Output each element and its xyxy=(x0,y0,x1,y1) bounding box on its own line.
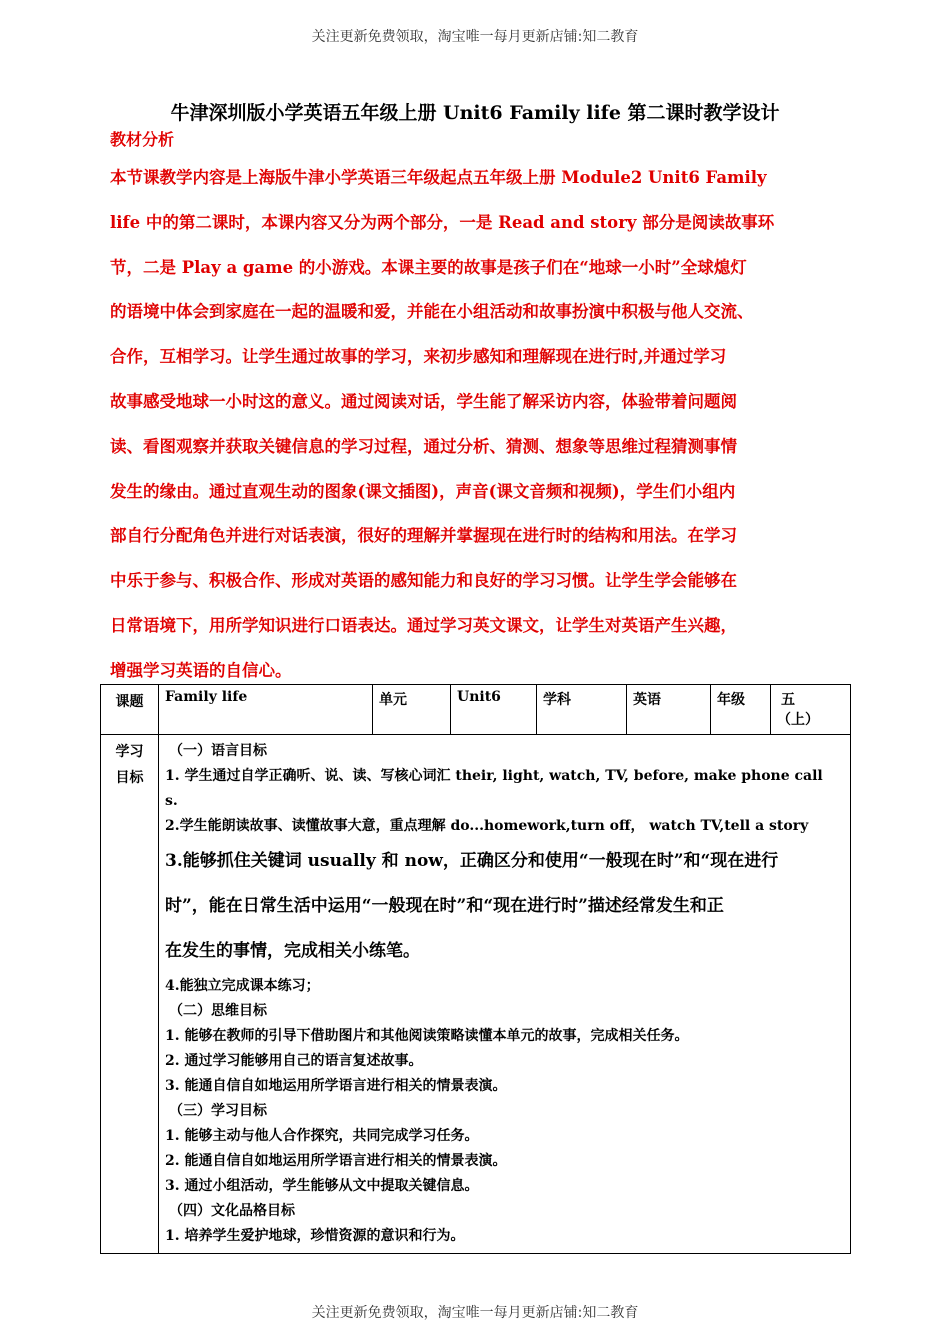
subject-value: 英语 xyxy=(627,685,711,735)
goals-label-line: 学习 xyxy=(115,744,144,760)
goal-item: 2.学生能朗读故事、读懂故事大意，重点理解 do...homework,turn off， watch TV,tell a story xyxy=(165,818,809,834)
goal-item: 1. 学生通过自学正确听、说、读、写核心词汇 their, light, watch, TV, before, make phone call xyxy=(165,768,823,784)
analysis-line: 故事感受地球一小时这的意义。通过阅读对话，学生能了解采访内容，体验带着问题阅 xyxy=(110,391,737,411)
analysis-line: life 中的第二课时，本课内容又分为两个部分，一是 Read and story 部分是阅读故事环 xyxy=(110,212,775,232)
goal-item: 2. 能通自信自如地运用所学语言进行相关的情景表演。 xyxy=(165,1153,507,1169)
goal-item: 1. 能够主动与他人合作探究，共同完成学习任务。 xyxy=(165,1128,479,1144)
goal-item: 3. 能通自信自如地运用所学语言进行相关的情景表演。 xyxy=(165,1078,507,1094)
goal-section-culture: （四）文化品格目标 xyxy=(169,1203,295,1219)
table-row-goals xyxy=(101,735,851,1254)
topic-label: 课题 xyxy=(101,685,159,735)
grade-term: （上） xyxy=(777,712,819,728)
footer-note: 关注更新免费领取，淘宝唯一每月更新店铺:知二教育 xyxy=(311,1305,639,1321)
goals-label-line: 目标 xyxy=(115,770,144,786)
table-row-header xyxy=(101,685,851,735)
analysis-line: 的语境中体会到家庭在一起的温暖和爱，并能在小组活动和故事扮演中积极与他人交流、 xyxy=(110,302,754,322)
analysis-paragraph xyxy=(110,160,850,698)
goal-item: 3.能够抓住关键词 usually 和 now，正确区分和使用“一般现在时”和“现在进行 xyxy=(165,851,779,871)
analysis-line: 增强学习英语的自信心。 xyxy=(110,660,292,680)
unit-label: 单元 xyxy=(373,685,451,735)
goal-item: 3. 通过小组活动，学生能够从文中提取关键信息。 xyxy=(165,1178,479,1194)
analysis-line: 读、看图观察并获取关键信息的学习过程，通过分析、猜测、想象等思维过程猜测事情 xyxy=(110,436,737,456)
grade-value: 五 xyxy=(781,692,795,708)
goal-item: 1. 培养学生爱护地球，珍惜资源的意识和行为。 xyxy=(165,1228,465,1244)
unit-value: Unit6 xyxy=(451,685,537,735)
analysis-line: 合作，互相学习。让学生通过故事的学习，来初步感知和理解现在进行时,并通过学习 xyxy=(110,347,727,367)
grade-value-cell xyxy=(771,685,851,735)
goal-item: s. xyxy=(165,793,178,809)
goal-section-thinking: （二）思维目标 xyxy=(169,1003,267,1019)
goal-item: 时”，能在日常生活中运用“一般现在时”和“现在进行时”描述经常发生和正 xyxy=(165,896,724,916)
lesson-table xyxy=(100,684,851,1254)
goal-item: 1. 能够在教师的引导下借助图片和其他阅读策略读懂本单元的故事，完成相关任务。 xyxy=(165,1028,689,1044)
topic-value: Family life xyxy=(159,685,373,735)
goal-item: 2. 通过学习能够用自己的语言复述故事。 xyxy=(165,1053,423,1069)
document-title: 牛津深圳版小学英语五年级上册 Unit6 Family life 第二课时教学设计 xyxy=(170,102,780,124)
goal-item: 4.能独立完成课本练习； xyxy=(165,978,320,994)
grade-label: 年级 xyxy=(711,685,771,735)
analysis-line: 日常语境下，用所学知识进行口语表达。通过学习英文课文，让学生对英语产生兴趣， xyxy=(110,615,737,635)
analysis-line: 中乐于参与、积极合作、形成对英语的感知能力和良好的学习习惯。让学生学会能够在 xyxy=(110,571,737,591)
goals-cell xyxy=(159,735,851,1254)
goals-label-cell xyxy=(101,735,159,1254)
analysis-line: 节，二是 Play a game 的小游戏。本课主要的故事是孩子们在“地球一小时”全球熄灯 xyxy=(110,257,747,277)
section-heading-analysis: 教材分析 xyxy=(110,130,175,149)
analysis-line: 本节课教学内容是上海版牛津小学英语三年级起点五年级上册 Module2 Unit6 Family xyxy=(110,168,767,187)
header-note: 关注更新免费领取，淘宝唯一每月更新店铺:知二教育 xyxy=(311,29,639,45)
analysis-line: 发生的缘由。通过直观生动的图象(课文插图)，声音(课文音频和视频)，学生们小组内 xyxy=(110,481,736,501)
goal-section-learning: （三）学习目标 xyxy=(169,1103,267,1119)
goal-item: 在发生的事情，完成相关小练笔。 xyxy=(165,941,420,961)
goal-section-language: （一）语言目标 xyxy=(169,743,267,759)
analysis-line: 部自行分配角色并进行对话表演，很好的理解并掌握现在进行时的结构和用法。在学习 xyxy=(110,526,737,546)
subject-label: 学科 xyxy=(537,685,627,735)
